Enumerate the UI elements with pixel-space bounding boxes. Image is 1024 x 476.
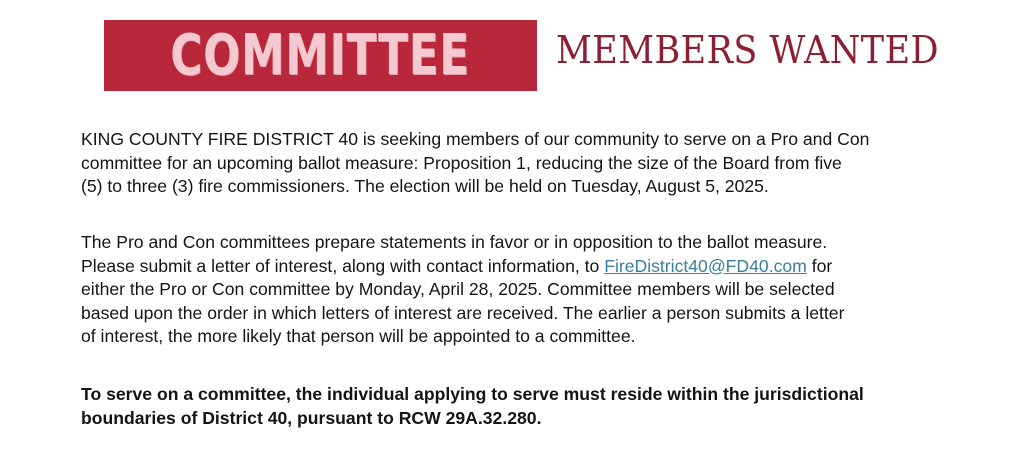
- instructions-paragraph: [81, 231, 981, 349]
- instructions-line-4: based upon the order in which letters of interest are received. The earlier a person submits a letter: [81, 302, 845, 323]
- instructions-line-2b: for: [806, 255, 833, 276]
- committee-banner: [104, 20, 537, 91]
- intro-line-3: (5) to three (3) fire commissioners. The election will be held on Tuesday, August 5, 2025.: [81, 176, 769, 196]
- residency-line-2: boundaries of District 40, pursuant to RCW 29A.32.280.: [81, 407, 542, 428]
- banner-title: COMMITTEE: [170, 22, 471, 88]
- intro-paragraph: [81, 128, 981, 199]
- residency-requirement: [81, 383, 981, 430]
- email-link[interactable]: FireDistrict40@FD40.com: [604, 255, 807, 276]
- intro-line-2: committee for an upcoming ballot measure: Proposition 1, reducing the size of the Board from five: [81, 152, 842, 173]
- instructions-line-5: of interest, the more likely that person will be appointed to a committee.: [81, 326, 636, 346]
- instructions-line-2a: Please submit a letter of interest, along with contact information, to: [81, 255, 605, 276]
- instructions-line-1: The Pro and Con committees prepare statements in favor or in opposition to the ballot measure.: [81, 232, 828, 252]
- intro-line-1: KING COUNTY FIRE DISTRICT 40 is seeking members of our community to serve on a Pro and Con: [81, 129, 870, 149]
- residency-line-1: To serve on a committee, the individual applying to serve must reside within the jurisdictional: [81, 384, 864, 404]
- instructions-line-3: either the Pro or Con committee by Monday, April 28, 2025. Committee members will be selected: [81, 279, 835, 299]
- page-headline: MEMBERS WANTED: [556, 28, 940, 72]
